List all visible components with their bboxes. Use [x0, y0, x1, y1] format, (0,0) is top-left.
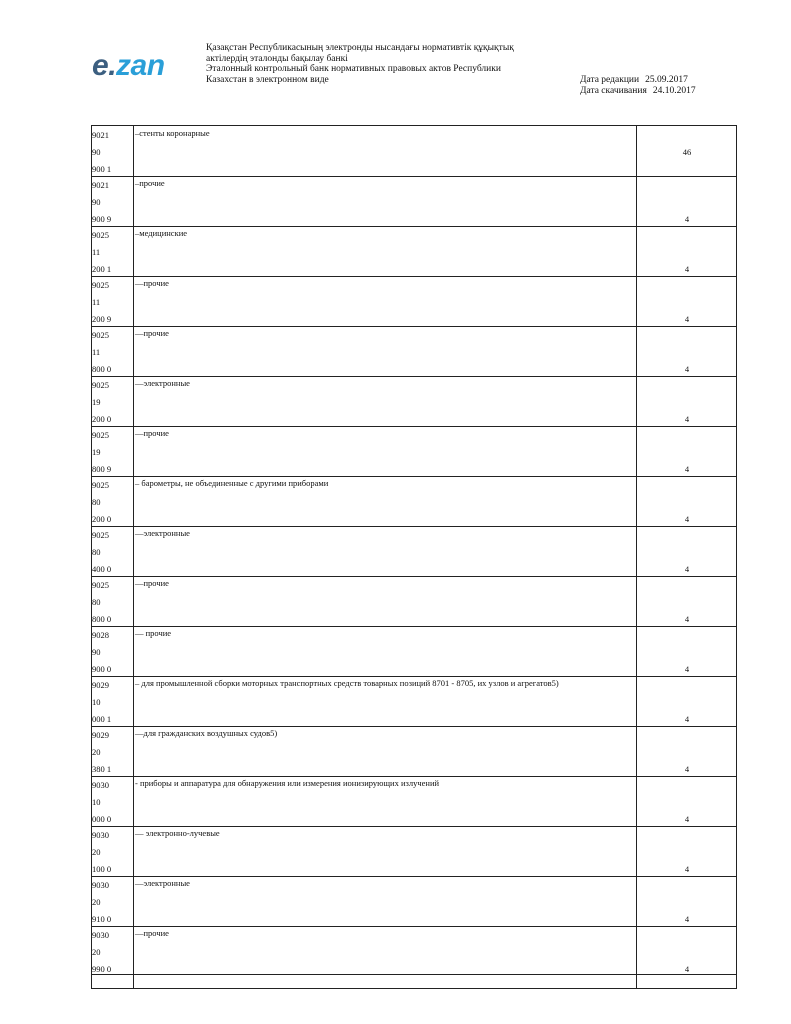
header-line: Қазақстан Республикасының электронды нысандағы нормативтік құқықтық [206, 43, 514, 53]
rate-value: 4 [684, 914, 690, 924]
rate-value: 4 [684, 664, 690, 674]
code-part: 800 9 [92, 464, 112, 474]
code-part: 000 1 [92, 714, 112, 724]
item-description: - приборы и аппаратура для обнаружения или измерения ионизирующих излучений [135, 778, 440, 788]
edition-date: 25.09.2017 [645, 75, 688, 85]
tariff-code [92, 627, 132, 678]
rate-value: 4 [684, 214, 690, 224]
item-description: ‒‒прочие [135, 328, 169, 338]
download-label: Дата скачивания [580, 86, 647, 96]
tariff-code [92, 777, 132, 828]
rate-value: 4 [684, 714, 690, 724]
code-part: 80 [92, 597, 101, 607]
code-part: 900 0 [92, 664, 112, 674]
item-description: ‒‒электронные [135, 528, 190, 538]
code-part: 9025 [92, 380, 109, 390]
code-part: 80 [92, 497, 101, 507]
item-description: ‒‒прочие [135, 428, 169, 438]
code-part: 90 [92, 197, 101, 207]
code-part: 9021 [92, 130, 109, 140]
tariff-code [92, 577, 132, 628]
document-dates [580, 75, 696, 97]
edition-label: Дата редакции [580, 75, 640, 85]
column-divider [636, 126, 637, 988]
code-part: 20 [92, 947, 101, 957]
code-part: 11 [92, 247, 101, 257]
tariff-code [92, 527, 132, 578]
header-line: Эталонный контрольный банк нормативных правовых актов Республики [206, 64, 501, 74]
code-part: 200 0 [92, 514, 112, 524]
code-part: 10 [92, 697, 101, 707]
tariff-code [92, 227, 132, 278]
code-part: 9025 [92, 580, 109, 590]
code-part: 100 0 [92, 864, 112, 874]
tariff-code [92, 377, 132, 428]
rate-value: 4 [684, 514, 690, 524]
code-part: 9029 [92, 730, 109, 740]
item-description: ‒‒электронные [135, 378, 190, 388]
code-part: 910 0 [92, 914, 112, 924]
item-description: ‒медицинские [135, 228, 188, 238]
column-divider [133, 126, 134, 988]
code-part: 90 [92, 647, 101, 657]
item-description: ‒ для промышленной сборки моторных транспортных средств товарных позиций 8701 - 8705, их узлов и агрегатов5) [135, 678, 559, 688]
code-part: 9025 [92, 280, 109, 290]
header-line: актілердің эталонды бақылау банкі [206, 53, 348, 64]
code-part: 200 9 [92, 314, 112, 324]
code-part: 200 0 [92, 414, 112, 424]
tariff-code [92, 827, 132, 878]
item-description: ‒прочие [135, 178, 165, 188]
code-part: 20 [92, 747, 101, 757]
item-description: ‒‒ электронно-лучевые [135, 828, 220, 838]
tariff-code [92, 327, 132, 378]
code-part: 10 [92, 797, 101, 807]
item-description: ‒‒ прочие [135, 628, 172, 638]
rate-value: 4 [684, 814, 690, 824]
tariff-code [92, 677, 132, 728]
rate-value: 4 [684, 264, 690, 274]
tariff-code [92, 427, 132, 478]
code-part: 20 [92, 847, 101, 857]
code-part: 380 1 [92, 764, 112, 774]
code-part: 9025 [92, 430, 109, 440]
code-part: 9030 [92, 780, 109, 790]
tariff-code [92, 127, 132, 178]
code-part: 990 0 [92, 964, 112, 974]
rate-value: 4 [684, 314, 690, 324]
code-part: 11 [92, 297, 101, 307]
row-divider [92, 974, 736, 975]
code-part: 90 [92, 147, 101, 157]
code-part: 9025 [92, 230, 109, 240]
rate-value: 4 [684, 614, 690, 624]
tariff-code [92, 477, 132, 528]
code-part: 9030 [92, 880, 109, 890]
rate-value: 4 [684, 764, 690, 774]
code-part: 9025 [92, 480, 109, 490]
code-part: 11 [92, 347, 101, 357]
item-description: ‒ барометры, не объединенные с другими приборами [135, 478, 329, 488]
document-header [206, 43, 566, 85]
code-part: 900 1 [92, 164, 112, 174]
code-part: 9021 [92, 180, 109, 190]
code-part: 800 0 [92, 614, 112, 624]
download-date: 24.10.2017 [652, 86, 696, 96]
tariff-code [92, 727, 132, 778]
header-line: Казахстан в электронном виде [206, 74, 329, 85]
tariff-table [91, 125, 737, 989]
item-description: ‒‒для гражданских воздушных судов5) [135, 728, 278, 738]
rate-value: 4 [684, 864, 690, 874]
code-part: 400 0 [92, 564, 112, 574]
tariff-code [92, 177, 132, 228]
item-description: ‒‒прочие [135, 928, 169, 938]
item-description: ‒‒прочие [135, 578, 169, 588]
rate-value: 4 [684, 364, 690, 374]
code-part: 900 9 [92, 214, 112, 224]
code-part: 19 [92, 447, 101, 457]
item-description: ‒‒электронные [135, 878, 190, 888]
code-part: 80 [92, 547, 101, 557]
code-part: 9030 [92, 830, 109, 840]
code-part: 9029 [92, 680, 109, 690]
rate-value: 46 [682, 147, 692, 157]
code-part: 200 1 [92, 264, 112, 274]
code-part: 20 [92, 897, 101, 907]
item-description: ‒‒прочие [135, 278, 169, 288]
tariff-code [92, 877, 132, 928]
code-part: 19 [92, 397, 101, 407]
rate-value: 4 [684, 564, 690, 574]
rate-value: 4 [684, 964, 690, 974]
rate-value: 4 [684, 464, 690, 474]
rate-value: 4 [684, 414, 690, 424]
item-description: ‒стенты коронарные [135, 128, 210, 138]
code-part: 9028 [92, 630, 109, 640]
tariff-code [92, 927, 132, 978]
code-part: 9025 [92, 330, 109, 340]
code-part: 800 0 [92, 364, 112, 374]
code-part: 9030 [92, 930, 109, 940]
code-part: 000 0 [92, 814, 112, 824]
code-part: 9025 [92, 530, 109, 540]
ezan-logo: e.zan [92, 49, 165, 82]
tariff-code [92, 277, 132, 328]
